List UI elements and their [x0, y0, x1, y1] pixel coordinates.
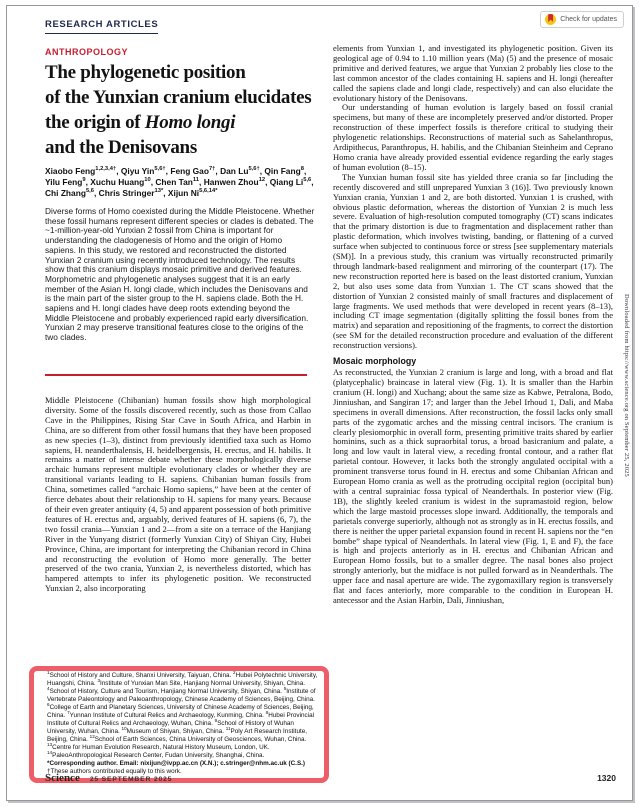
section-label-anthropology: ANTHROPOLOGY: [45, 47, 129, 57]
equal-contribution-note: †These authors contributed equally to this work.: [47, 768, 182, 775]
check-for-updates-label: Check for updates: [560, 16, 617, 23]
left-column-paragraph: Middle Pleistocene (Chibanian) human fossils show high morphological diversity. Some of the fossils discovered recently, such as those from Callao Cave in the Philippines, Rising Star Cave in South Africa, and Harbin in China, are so different from other fossil humans that they have been proposed as new species (1–3), distinct from previously identified taxa such as Homo sapiens, H. neanderthalensis, H. heidelbergensis, H. erectus, and H. habilis. It remains a matter of intense debate whether these morphologically diverse archaic humans represent multiple evolutionary clades or whether they are transitional variants leading to H. sapiens. Chibanian human fossils from China, sometimes called “archaic Homo sapiens,” have been at the center of fierce debates about their relationship to H. sapiens for many years. Because of their even greater antiquity (4, 5) and apparent possession of both primitive features of H. erectus and, arguably, derived features of H. sapiens (6, 7), the two fossil crania—Yunxian 1 and 2—from a site on a terrace of the Hanjiang River in the Yunyang district (formerly Yunxian City) of Shiyan City, Hubei Province, China, are important for interpreting the Chibanian record in China and reconstructing the evolution of Homo more generally. The better preserved of the two crania, Yunxian 2, is nevertheless distorted, which has hampered attempts to infer its phylogenetic position. We reconstructed Yunxian 2, also incorporating: [45, 395, 311, 594]
article-title: The phylogenetic position of the Yunxian cranium elucidates the origin of Homo longi and the Denisovans: [45, 62, 312, 158]
author-list: Xiaobo Feng$^{1,2,3,4\dagger}$, Qiyu Yin$^{5,6\dagger}$, Feng Gao$^{7\dagger}$, Dan $Lu^{5,6\dagger}$, Qin Fang$^8$, Yilu Feng$^9$, Xuchu Huang$^{10}$, Chen Tan$^{11}$, Hanwen Zhou$^{12}$, Qiang Li$^{5,6}$, Chi Zhang$^{5,6}$, Chris Stringer$^{13*}$, Xijun $Ni^{5,6,14*}$: [45, 166, 314, 198]
abstract: Diverse forms of Homo coexisted during the Middle Pleistocene. Whether these fossil humans represent different species or clades is debated. The ~1-million-year-old Yunxian 2 fossil from China is important for understanding the cladogenesis of Homo and the origin of Homo sapiens. In this study, we restored and reconstructed the distorted Yunxian 2 cranium using recently introduced technology. The results show that this cranium displays mosaic primitive and derived features. Morphometric and phylogenetic analyses suggest that it is an early member of the Asian H. longi clade, which includes the Denisovans and is the main part of the sister group to the H. sapiens clade. Both the H. sapiens and H. longi clades have deep roots extending beyond the Middle Pleistocene and probably experienced rapid early diversification. Yunxian 2 may preserve transitional features close to the origins of the two clades.: [45, 206, 315, 343]
body-paragraph: As reconstructed, the Yunxian 2 cranium is large and long, with a broad and flat (platycephalic) braincase in lateral view (Fig. 1). It is smaller than the Harbin cranium (H. longi) and Xuchang; about the same size as Kabwe, Petralona, Bodo, Jinniushan, and Sangiran 17; and larger than the Jebel Irhoud 1, Dali, and Maba specimens in overall dimensions. After reconstruction, the fossil lacks only small parts of the zygomatic arches and the missing central incisors. The cranium is clearly plesiomorphic in overall form, presenting primitive traits shared by earlier hominins, such as a thick supraorbital torus, a broad basicranium and palate, a long and low vault in lateral view, a receding frontal contour, and a rather flat parietal contour. However, it lacks both the strongly angulated occipital with a prominent transverse torus found in H. erectus and some Chibanian African and European Homo crania as well as the protruding occipital region (occipital bun) with a central suprainiac fossa typical of Neanderthals. In posterior view (Fig. 1B), the slightly keeled cranium is widest in the supramastoid region, below which the large mastoid processes slope inward. Additionally, the temporals and parietals converge superiorly, although not as strongly as in H. erectus fossils, and there is neither the upper parietal expansion found in recent H. sapiens nor the “en bombe” shape typical of Neanderthals. In lateral view (Fig. 1, E and F), the face is high and projects anteriorly as in H. erectus and Chibanian African and European Homo fossils, but to a smaller degree. The nasal bones also project strongly anteriorly, but the midface is not pulled forward as in Neanderthals. The upper face and nasal aperture are wide. The zygomaxillary region is transversely flat and faces anteriorly, more comparable to the condition in European H. antecessor and the Asian Harbin, Dali, Jinniushan,: [333, 367, 613, 605]
abstract-divider-rule: [45, 374, 307, 376]
right-column: [333, 44, 613, 778]
crossmark-icon: [545, 14, 556, 25]
subheading-mosaic-morphology: Mosaic morphology: [333, 356, 417, 367]
issue-date: 25 SEPTEMBER 2025: [89, 776, 173, 783]
body-paragraph: elements from Yunxian 1, and investigated its phylogenetic position. Given its geological age of 0.94 to 1.10 million years (Ma) (5) and the presence of mosaic primitive and derived features, we argue that Yunxian 2 probably lies close to the last common ancestor of the clades containing H. sapiens and H. longi (hereafter called the sapiens clade and longi clade, respectively) and can also elucidate the evolutionary history of the Denisovans.: [333, 44, 613, 103]
affiliation-list: $^1$School of History and Culture, Shanxi University, Taiyuan, China. $^2$Hubei Polytechnic University, Huangshi, China. $^3$Institute of Yunxian Man Site, Hanjiang Normal University, Shiyan, China. $^4$School of History, Culture and Tourism, Hanjiang Normal University, Shiyan, China. $^5$Institute of Vertebrate Paleontology and Paleoanthropology, Chinese Academy of Sciences, Beijing, China. $^6$College of Earth and Planetary Sciences, University of Chinese Academy of Sciences, Beijing, China. $^7$Yunnan Institute of Cultural Relics and Archaeology, Kunming, China. $^8$Hubei Provincial Institute of Cultural Relics and Archaeology, Wuhan, China. $^9$School of History of Wuhan University, Wuhan, China. $^{10}$Museum of Shiyan, Shiyan, China. $^{11}$Poly Art Research Institute, Beijing, China. $^{12}$School of Earth Sciences, China University of Geosciences, Wuhan, China. $^{13}$Centre for Human Evolution Research, Natural History Museum, London, UK. $^{14}$PaleoAnthropological Research Center, Fudan University, Shanghai, China.: [47, 669, 318, 759]
corresponding-author-note: *Corresponding author. Email: nixijun@ivpp.ac.cn (X.N.); c.stringer@nhm.ac.uk (C.S.): [47, 760, 306, 767]
page-footer: [45, 772, 616, 786]
affiliations-footnote: [47, 669, 319, 776]
body-paragraph: The Yunxian human fossil site has yielded three crania so far [including the recently discovered and still unprepared Yunxian 3 (16)]. Two previously known Yunxian crania, Yunxian 1 and 2, are both distorted. Yunxian 1 is crushed, with obvious plastic deformation, whereas the distortion of Yunxian 2 is much less severe. Evaluation of high-resolution computed tomography (CT) scans indicates that the primary distortion is due to fragmentation and displacement rather than plastic deformation, which involves twisting, banding, or flattening of a curved surface when subjected to continuous force or stress [see supplementary materials (SM)]. In a previous study, this cranium was virtually reconstructed primarily through landmark-based realignment and mirroring of the counterpart (17). The new reconstruction reported here is based on the least distorted cranium, Yunxian 2, but also uses some data from Yunxian 1. The CT scans showed that the distortion of Yunxian 2 consisted mainly of small fractures and displacement of large fragments. We used methods that were developed in recent years (8–13), including CT image segmentation (digitally splitting the fossil bones from the matrix) and separation and repositioning of the fragments, to correct the distortion (see SM for the detailed reconstruction procedure and evaluation of the different reconstruction versions).: [333, 171, 613, 351]
body-paragraph: Our understanding of human evolution is largely based on fossil cranial specimens, but many of these are incompletely preserved and/or distorted. Proper reconstruction of these imperfect fossils is therefore critical to studying their phylogenetic relationships. Reconstructions of material such as Sahelanthropus, Ardipithecus, Paranthropus, H. habilis, and the Chibanian Steinheim and Ceprano Homo crania have already provided essential evidence regarding the early stages of human evolution (8–15).: [333, 102, 613, 172]
journal-page: [6, 5, 633, 801]
check-for-updates-button[interactable]: [540, 11, 624, 28]
journal-name: Science: [45, 772, 80, 784]
right-column-bottom-paragraphs: [333, 368, 613, 606]
page-number: 1320: [597, 773, 616, 783]
downloaded-from-note: Downloaded from https://www.science.org on September 25, 2025: [623, 294, 630, 477]
right-column-top-paragraphs: [333, 44, 613, 351]
kicker-research-articles: RESEARCH ARTICLES: [45, 19, 158, 34]
